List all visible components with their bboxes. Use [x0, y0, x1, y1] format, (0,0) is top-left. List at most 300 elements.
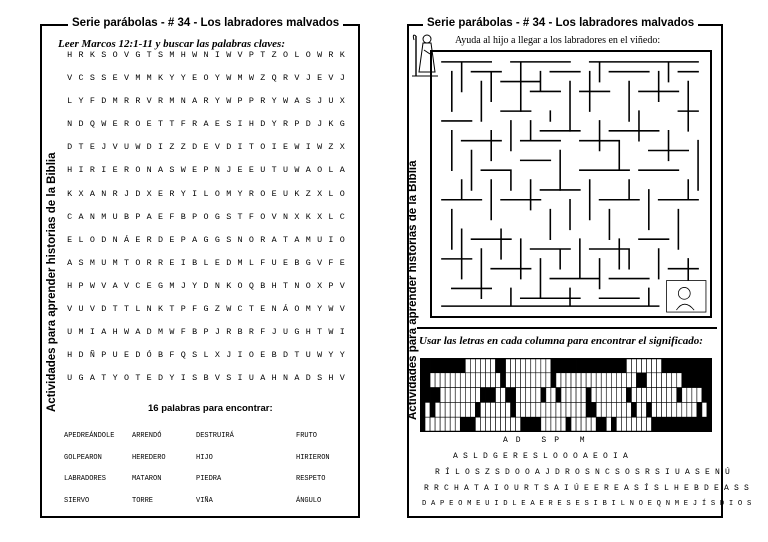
grid-letter: I [237, 373, 243, 384]
answer-cell [531, 373, 536, 388]
answer-cell [485, 417, 490, 432]
grid-letter: I [328, 234, 334, 245]
grid-letter: M [135, 73, 141, 84]
answer-cell [455, 373, 460, 388]
grid-letter: V [67, 304, 73, 315]
grid-letter: K [67, 188, 73, 199]
black-cell [435, 358, 440, 373]
grid-letter: J [339, 73, 345, 84]
answer-cell [642, 417, 647, 432]
black-cell [511, 388, 516, 403]
grid-letter: J [180, 280, 186, 291]
grid-letter: R [169, 188, 175, 199]
word-item: PIEDRA [196, 475, 222, 483]
answer-cell [475, 388, 480, 403]
grid-letter: O [237, 280, 243, 291]
black-cell [677, 388, 682, 403]
black-cell [561, 358, 566, 373]
answer-cell [541, 373, 546, 388]
black-cell [455, 358, 460, 373]
grid-letter: W [317, 350, 323, 361]
grid-letter: G [214, 234, 220, 245]
grid-letter: W [328, 304, 334, 315]
answer-cell [425, 417, 430, 432]
grid-letter: W [89, 280, 95, 291]
black-cell [687, 373, 692, 388]
answer-cell [596, 402, 601, 417]
answer-cell [682, 402, 687, 417]
answer-cell [576, 402, 581, 417]
grid-letter: T [101, 373, 107, 384]
black-cell [702, 373, 707, 388]
black-cell [490, 388, 495, 403]
letter-grid [420, 358, 712, 432]
grid-letter: R [192, 119, 198, 130]
grid-letter: A [67, 257, 73, 268]
grid-letter: U [248, 373, 254, 384]
black-cell [485, 388, 490, 403]
answer-cell [465, 373, 470, 388]
black-cell [425, 358, 430, 373]
answer-cell [531, 402, 536, 417]
grid-row [64, 73, 348, 96]
answer-cell [621, 373, 626, 388]
grid-letter: F [89, 96, 95, 107]
answer-cell [667, 373, 672, 388]
word-list-row [64, 454, 364, 476]
grid-letter: B [260, 280, 266, 291]
black-cell [611, 358, 616, 373]
answer-cell [636, 358, 641, 373]
grid-letter: T [158, 119, 164, 130]
black-cell [566, 358, 571, 373]
grid-letter: P [203, 165, 209, 176]
grid-letter: N [112, 234, 118, 245]
answer-cell [511, 417, 516, 432]
black-cell [687, 358, 692, 373]
answer-cell [430, 373, 435, 388]
wordsearch-instruction: Leer Marcos 12:1-11 y buscar las palabras claves: [58, 38, 286, 50]
grid-letter: D [203, 280, 209, 291]
grid-letter: D [158, 234, 164, 245]
grid-letter: T [282, 234, 289, 245]
grid-letter: W [317, 50, 323, 60]
grid-letter: S [226, 234, 232, 245]
black-cell [566, 417, 571, 432]
answer-cell [490, 417, 495, 432]
answer-cell [616, 373, 621, 388]
grid-letter: H [67, 350, 73, 361]
grid-letter: D [78, 119, 84, 130]
grid-letter: J [271, 327, 277, 338]
grid-letter: O [123, 373, 129, 384]
grid-letter: R [260, 234, 266, 245]
grid-letter: A [294, 234, 300, 245]
answer-cell [611, 402, 616, 417]
grid-letter: W [123, 327, 129, 338]
grid-row [64, 373, 348, 396]
black-cell [551, 373, 556, 388]
answer-cell [667, 402, 672, 417]
grid-letter: O [339, 234, 345, 245]
answer-cell [490, 373, 495, 388]
grid-letter: U [78, 304, 84, 315]
black-cell [425, 373, 430, 388]
grid-letter: E [192, 165, 198, 176]
grid-letter: I [214, 50, 220, 60]
grid-letter: L [203, 188, 209, 199]
grid-letter: T [135, 373, 141, 384]
grid-letter: N [282, 211, 289, 222]
grid-letter: V [123, 50, 129, 60]
grid-letter: N [294, 280, 300, 291]
answer-cell [657, 373, 662, 388]
grid-letter: S [101, 50, 107, 60]
grid-row [64, 327, 348, 350]
grid-letter: R [146, 234, 152, 245]
grid-letter: V [328, 73, 334, 84]
answer-cell [566, 388, 571, 403]
grid-letter: Y [317, 304, 323, 315]
grid-letter: L [135, 304, 141, 315]
answer-cell [652, 358, 657, 373]
answer-cell [445, 402, 450, 417]
grid-letter: F [180, 327, 186, 338]
answer-cell [652, 373, 657, 388]
clue-row-5: D A P E O M E U I D L E A E R E S E S I B I L N O E Q N M E J Í S D I O S [422, 500, 752, 508]
black-cell [601, 358, 606, 373]
grid-letter: F [328, 257, 334, 268]
grid-letter: C [135, 280, 141, 291]
grid-letter: O [112, 50, 118, 60]
black-cell [511, 402, 516, 417]
black-cell [596, 358, 601, 373]
grid-letter: A [146, 211, 152, 222]
grid-letter: U [328, 96, 334, 107]
grid-letter: B [271, 350, 277, 361]
grid-letter: G [158, 280, 164, 291]
answer-cell [516, 373, 521, 388]
answer-cell [475, 373, 480, 388]
grid-letter: V [123, 73, 129, 84]
grid-letter: R [248, 188, 254, 199]
answer-cell [546, 388, 551, 403]
grid-letter: E [339, 257, 345, 268]
answer-cell [556, 373, 561, 388]
black-cell [496, 358, 501, 373]
black-cell [571, 358, 576, 373]
answer-cell [501, 417, 506, 432]
black-cell [682, 373, 687, 388]
grid-letter: Y [192, 280, 198, 291]
grid-letter: M [78, 327, 84, 338]
grid-letter: O [89, 234, 95, 245]
answer-cell [596, 373, 601, 388]
black-cell [667, 417, 672, 432]
grid-letter: O [214, 188, 220, 199]
grid-letter: Y [328, 350, 334, 361]
grid-letter: M [112, 257, 118, 268]
grid-letter: G [339, 119, 345, 130]
black-cell [556, 388, 561, 403]
answer-cell [657, 358, 662, 373]
grid-letter: U [271, 257, 277, 268]
grid-letter: D [158, 373, 164, 384]
black-cell [662, 358, 667, 373]
answer-cell [642, 388, 647, 403]
grid-letter: D [67, 142, 73, 153]
grid-letter: E [146, 280, 152, 291]
answer-cell [455, 388, 460, 403]
grid-letter: Q [180, 350, 186, 361]
grid-letter: H [271, 280, 277, 291]
grid-letter: A [294, 373, 300, 384]
answer-cell [541, 402, 546, 417]
answer-cell [470, 402, 475, 417]
black-cell [440, 358, 445, 373]
grid-letter: Y [180, 73, 186, 84]
grid-letter: Y [78, 96, 84, 107]
grid-letter: U [67, 373, 73, 384]
grid-letter: A [89, 188, 95, 199]
answer-cell [435, 373, 440, 388]
grid-letter: O [135, 165, 141, 176]
answer-cell [511, 373, 516, 388]
puzzle-instruction: Usar las letras en cada columna para encontrar el significado: [419, 335, 703, 347]
grid-letter: X [146, 188, 152, 199]
grid-letter: E [271, 188, 277, 199]
answer-cell [606, 417, 611, 432]
grid-letter: Q [271, 73, 277, 84]
answer-cell [576, 417, 581, 432]
answer-cell [657, 402, 662, 417]
answer-cell [546, 402, 551, 417]
answer-cell [626, 417, 631, 432]
black-cell [445, 358, 450, 373]
answer-cell [611, 373, 616, 388]
answer-cell [445, 373, 450, 388]
grid-letter: I [305, 142, 311, 153]
answer-cell [496, 402, 501, 417]
answer-cell [475, 358, 480, 373]
grid-letter: G [135, 50, 141, 60]
grid-letter: M [169, 280, 175, 291]
answer-cell [626, 402, 631, 417]
black-cell [677, 358, 682, 373]
grid-letter: Z [328, 142, 334, 153]
grid-letter: N [214, 165, 220, 176]
grid-letter: H [305, 327, 311, 338]
grid-letter: K [339, 50, 345, 60]
black-cell [621, 358, 626, 373]
black-cell [551, 358, 556, 373]
grid-letter: C [339, 211, 345, 222]
grid-letter: P [135, 211, 141, 222]
grid-letter: O [317, 165, 323, 176]
black-cell [470, 417, 475, 432]
left-side-label: Actividades para aprender historias de la Biblia [46, 152, 58, 412]
grid-letter: X [78, 188, 84, 199]
grid-letter: O [260, 142, 266, 153]
answer-cell [636, 388, 641, 403]
grid-letter: A [192, 234, 198, 245]
answer-cell [647, 417, 652, 432]
grid-letter: R [123, 165, 129, 176]
word-item: FRUTO [296, 432, 318, 440]
answer-cell [647, 373, 652, 388]
grid-letter: N [180, 96, 186, 107]
answer-cell [591, 388, 596, 403]
grid-letter: E [112, 73, 118, 84]
grid-letter: N [214, 280, 220, 291]
grid-letter: B [158, 350, 164, 361]
answer-cell [677, 373, 682, 388]
grid-letter: E [169, 234, 175, 245]
grid-letter: B [180, 211, 186, 222]
answer-cell [652, 402, 657, 417]
right-side-label: Actividades para aprender historias de la Biblia [407, 160, 419, 420]
answer-cell [571, 373, 576, 388]
grid-letter: T [237, 211, 243, 222]
answer-cell [551, 417, 556, 432]
grid-letter: V [67, 73, 73, 84]
grid-letter: I [271, 142, 277, 153]
answer-cell [611, 388, 616, 403]
answer-cell [586, 373, 591, 388]
grid-letter: V [339, 373, 345, 384]
grid-letter: V [101, 280, 107, 291]
grid-row [64, 258, 348, 281]
grid-letter: R [282, 119, 289, 130]
grid-letter: Q [248, 280, 254, 291]
grid-letter: R [248, 327, 254, 338]
black-cell [697, 417, 702, 432]
answer-cell [425, 402, 430, 417]
black-cell [450, 358, 455, 373]
word-item: RESPETO [296, 475, 326, 483]
grid-letter: O [203, 211, 209, 222]
answer-cell [435, 417, 440, 432]
clue-row-3: R Í L O S Z S D O O A J D R O S N C S O S R S I U A S E N Ú [435, 468, 731, 477]
answer-cell [642, 358, 647, 373]
grid-letter: L [328, 165, 334, 176]
grid-letter: I [180, 373, 186, 384]
black-cell [526, 417, 531, 432]
grid-letter: L [294, 50, 300, 60]
grid-letter: G [294, 327, 300, 338]
grid-letter: F [169, 211, 175, 222]
answer-cell [581, 417, 586, 432]
black-cell [601, 417, 606, 432]
grid-letter: S [305, 96, 311, 107]
grid-letter: O [339, 188, 345, 199]
grid-letter: P [180, 304, 186, 315]
grid-letter: W [226, 73, 232, 84]
answer-cell [526, 373, 531, 388]
black-cell [626, 388, 631, 403]
black-cell [430, 358, 435, 373]
grid-letter: O [260, 188, 266, 199]
grid-letter: W [169, 327, 175, 338]
grid-letter: E [317, 73, 323, 84]
grid-letter: Y [169, 73, 175, 84]
grid-letter: W [248, 73, 254, 84]
word-item: VIÑA [196, 496, 213, 505]
answer-cell [506, 358, 511, 373]
grid-letter: J [123, 188, 129, 199]
answer-cell [516, 417, 521, 432]
grid-letter: E [112, 119, 118, 130]
grid-letter: E [67, 234, 73, 245]
grid-letter: L [78, 234, 84, 245]
grid-letter: E [260, 350, 266, 361]
grid-letter: J [101, 142, 107, 153]
grid-letter: G [203, 304, 209, 315]
word-item: LABRADORES [64, 475, 107, 483]
grid-letter: O [135, 257, 141, 268]
answer-cell [506, 373, 511, 388]
answer-cell [601, 402, 606, 417]
grid-letter: N [282, 373, 289, 384]
grid-letter: J [214, 327, 220, 338]
answer-cell [556, 417, 561, 432]
grid-letter: S [158, 50, 164, 60]
black-cell [581, 358, 586, 373]
word-item: DESTRUIRÁ [196, 432, 234, 440]
answer-cell [566, 373, 571, 388]
answer-cell [636, 417, 641, 432]
grid-letter: Y [214, 73, 220, 84]
grid-letter: A [339, 165, 345, 176]
grid-letter: V [123, 280, 129, 291]
grid-letter: R [78, 50, 84, 60]
grid-letter: Y [214, 96, 220, 107]
grid-letter: A [89, 373, 95, 384]
grid-letter: E [192, 73, 198, 84]
grid-letter: I [180, 257, 186, 268]
answer-cell [667, 388, 672, 403]
black-cell [536, 417, 541, 432]
grid-letter: H [67, 280, 73, 291]
grid-letter: Y [271, 119, 277, 130]
grid-letter: Y [112, 373, 118, 384]
grid-letter: E [146, 373, 152, 384]
grid-row [64, 235, 348, 258]
clue-row-4: R R C H A T A I O U R T S A I Ú E E R E A S Í S L H E B D E A S S [424, 484, 750, 493]
grid-letter: F [248, 211, 254, 222]
grid-letter: Ó [146, 350, 152, 361]
answer-cell [636, 402, 641, 417]
grid-letter: F [260, 327, 266, 338]
grid-letter: D [135, 188, 141, 199]
word-item: SIERVO [64, 496, 90, 505]
grid-letter: W [294, 142, 300, 153]
answer-cell [601, 373, 606, 388]
grid-letter: M [146, 73, 152, 84]
grid-letter: I [237, 350, 243, 361]
answer-cell [531, 358, 536, 373]
black-cell [642, 373, 647, 388]
grid-letter: X [214, 350, 220, 361]
answer-cell [687, 402, 692, 417]
grid-row [64, 189, 348, 212]
grid-letter: E [123, 350, 129, 361]
grid-letter: I [89, 327, 95, 338]
grid-letter: U [282, 188, 289, 199]
grid-letter: X [317, 211, 323, 222]
grid-letter: Á [123, 234, 129, 245]
grid-letter: A [294, 96, 300, 107]
